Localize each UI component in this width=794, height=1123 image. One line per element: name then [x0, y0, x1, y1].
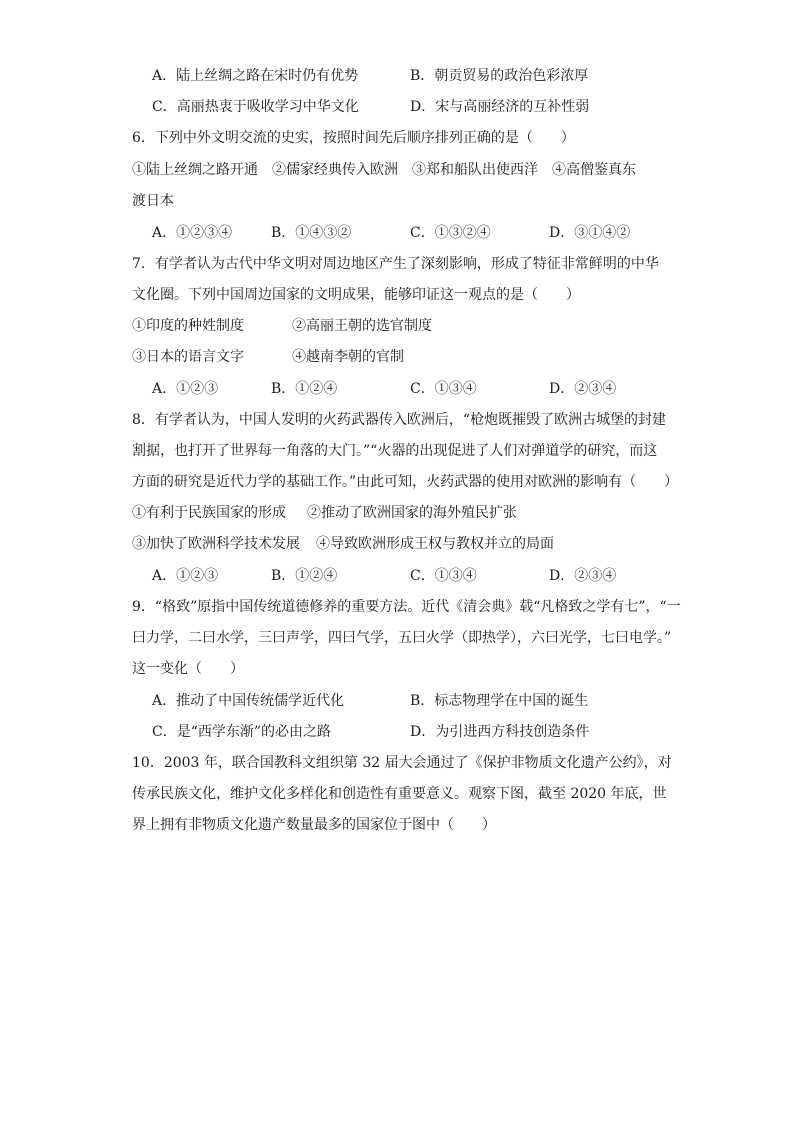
q6-option-d: D．③①④②: [549, 225, 631, 241]
q7-item3: ③日本的语言文字: [132, 349, 244, 365]
q10-stem-line3: 界上拥有非物质文化遗产数量最多的国家位于图中（ ）: [132, 817, 496, 833]
q8-item3: ③加快了欧洲科学技术发展: [132, 536, 300, 552]
q8-stem-line2: 割据，也打开了世界每一角落的大门。”“火器的出现促进了人们对弹道学的研究，而这: [132, 443, 658, 459]
q7-option-a: A．①②③: [152, 381, 219, 397]
q8-stem-line3: 方面的研究是近代力学的基础工作。”由此可知，火药武器的使用对欧洲的影响有（ ）: [132, 474, 679, 490]
q8-option-b: B．①②④: [271, 568, 338, 584]
q5-option-a: A．陆上丝绸之路在宋时仍有优势: [152, 68, 359, 84]
q6-option-b: B．①④③②: [271, 225, 352, 241]
q9-stem-line3: 这一变化（ ）: [132, 661, 244, 677]
q7-option-d: D．②③④: [549, 381, 617, 397]
q9-option-b: B．标志物理学在中国的诞生: [410, 693, 589, 709]
q8-option-c: C．①③④: [410, 568, 477, 584]
q9-option-a: A．推动了中国传统儒学近代化: [152, 693, 345, 709]
q9-option-c: C．是“西学东渐”的必由之路: [152, 724, 332, 740]
q7-item4: ④越南李朝的官制: [292, 349, 404, 365]
q6-option-a: A．①②③④: [152, 225, 233, 241]
q6-option-c: C．①③②④: [410, 225, 491, 241]
q7-option-c: C．①③④: [410, 381, 477, 397]
q6-stem: 6．下列中外文明交流的史实，按照时间先后顺序排列正确的是（ ）: [132, 130, 575, 146]
q5-option-d: D．宋与高丽经济的互补性弱: [410, 99, 590, 115]
q6-items-line1: ①陆上丝绸之路开通 ②儒家经典传入欧洲 ③郑和船队出使西洋 ④高僧鉴真东: [132, 162, 636, 178]
q6-items-line2: 渡日本: [132, 193, 174, 209]
q7-item2: ②高丽王朝的选官制度: [292, 318, 432, 334]
q5-option-c: C．高丽热衷于吸收学习中华文化: [152, 99, 359, 115]
q7-stem-line2: 文化圈。下列中国周边国家的文明成果，能够印证这一观点的是（ ）: [132, 287, 580, 303]
q8-item2: ②推动了欧洲国家的海外殖民扩张: [307, 505, 517, 521]
q10-stem-line2: 传承民族文化，维护文化多样化和创造性有重要意义。观察下图，截至 2020 年底，世: [132, 786, 667, 802]
q9-option-d: D．为引进西方科技创造条件: [410, 724, 590, 740]
q9-stem-line2: 曰力学，二曰水学，三曰声学，四曰气学，五曰火学（即热学），六曰光学，七曰电学。”: [132, 630, 672, 646]
q10-stem-line1: 10．2003 年，联合国教科文组织第 32 届大会通过了《保护非物质文化遗产公约》，对: [132, 755, 672, 771]
q7-option-b: B．①②④: [271, 381, 338, 397]
q9-stem-line1: 9．“格致”原指中国传统道德修养的重要方法。近代《清会典》载“凡格致之学有七”，“一: [132, 599, 681, 615]
q8-option-a: A．①②③: [152, 568, 219, 584]
q7-stem-line1: 7．有学者认为古代中华文明对周边地区产生了深刻影响，形成了特征非常鲜明的中华: [132, 256, 659, 272]
q5-option-b: B．朝贡贸易的政治色彩浓厚: [410, 68, 589, 84]
q8-item4: ④导致欧洲形成王权与教权并立的局面: [316, 536, 554, 552]
q8-stem-line1: 8．有学者认为，中国人发明的火药武器传入欧洲后，“枪炮既摧毁了欧洲古城堡的封建: [132, 412, 667, 428]
q8-item1: ①有利于民族国家的形成: [132, 505, 286, 521]
q8-option-d: D．②③④: [549, 568, 617, 584]
q7-item1: ①印度的种姓制度: [132, 318, 244, 334]
